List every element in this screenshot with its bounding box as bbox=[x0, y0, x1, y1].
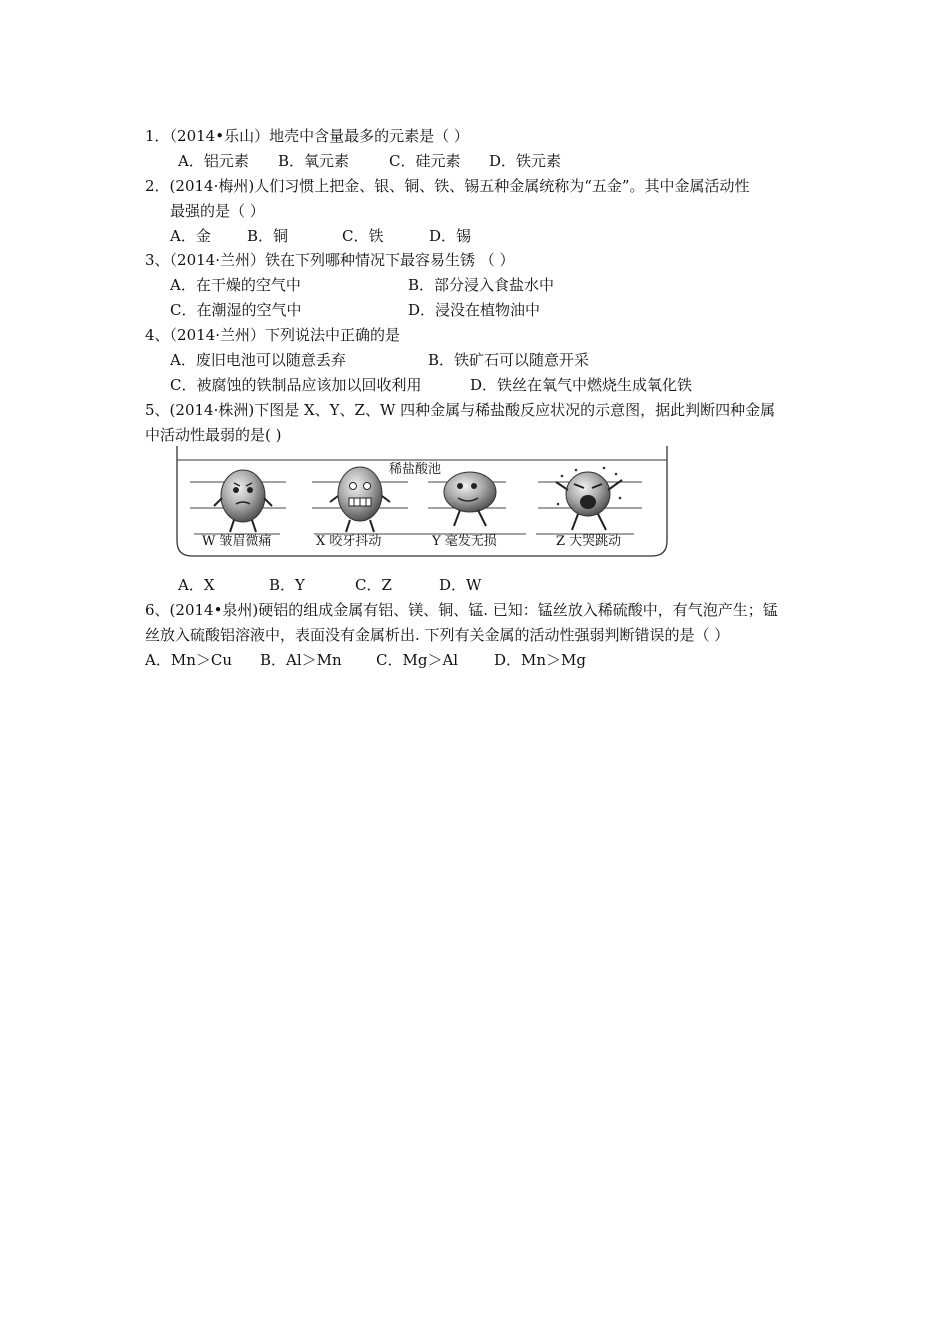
label-y: Y 毫发无损 bbox=[432, 534, 497, 549]
q4-option-c: C．被腐蚀的铁制品应该加以回收利用 bbox=[170, 376, 422, 394]
q2-option-c: C．铁 bbox=[342, 227, 384, 245]
acid-pool-figure bbox=[176, 446, 668, 558]
q4-options-row2 bbox=[170, 375, 692, 395]
metal-w-character bbox=[190, 470, 286, 534]
q6-option-b: B．Al＞Mn bbox=[260, 651, 342, 669]
q4-options-row1 bbox=[170, 350, 589, 370]
label-w: W 皱眉微痛 bbox=[202, 534, 272, 549]
q3-option-b: B．部分浸入食盐水中 bbox=[408, 276, 555, 294]
q3-options-row2 bbox=[170, 300, 540, 320]
q6-option-c: C．Mg＞Al bbox=[376, 651, 459, 669]
q2-stem-line2: 最强的是（ ） bbox=[170, 202, 265, 220]
q2-option-a: A．金 bbox=[170, 227, 211, 245]
q1-option-a: A．铝元素 bbox=[178, 152, 249, 170]
q1-option-c: C．硅元素 bbox=[389, 152, 461, 170]
pool-label: 稀盐酸池 bbox=[389, 462, 442, 477]
q1-option-b: B．氧元素 bbox=[278, 152, 350, 170]
metal-x-character bbox=[312, 467, 408, 534]
q1-options bbox=[178, 151, 561, 171]
q6-stem-line1: 6、(2014•泉州)硬铝的组成金属有铝、镁、铜、锰. 已知：锰丝放入稀硫酸中，有气泡产生；锰 bbox=[145, 601, 778, 619]
label-z: Z 大哭跳动 bbox=[556, 534, 622, 549]
q5-stem-line2: 中活动性最弱的是( ) bbox=[145, 426, 282, 444]
q4-option-d: D．铁丝在氧气中燃烧生成氧化铁 bbox=[470, 376, 693, 394]
q5-options bbox=[178, 575, 481, 595]
q2-options bbox=[170, 226, 471, 246]
metal-z-character bbox=[536, 467, 642, 534]
q4-option-b: B．铁矿石可以随意开采 bbox=[428, 351, 590, 369]
q3-stem: 3、（2014·兰州）铁在下列哪种情况下最容易生锈 （ ） bbox=[145, 251, 515, 269]
q2-option-b: B．铜 bbox=[247, 227, 289, 245]
q3-option-d: D．浸没在植物油中 bbox=[408, 301, 541, 319]
q1-option-d: D．铁元素 bbox=[489, 152, 562, 170]
q6-option-d: D．Mn＞Mg bbox=[494, 651, 587, 669]
q5-stem-line1: 5、(2014·株洲)下图是 X、Y、Z、W 四种金属与稀盐酸反应状况的示意图，据此判断四种金属 bbox=[145, 401, 776, 419]
q4-option-a: A．废旧电池可以随意丢弃 bbox=[170, 351, 346, 369]
q6-options bbox=[145, 650, 586, 670]
q6-option-a: A．Mn＞Cu bbox=[145, 651, 232, 669]
label-x: X 咬牙抖动 bbox=[316, 534, 382, 549]
q5-option-c: C．Z bbox=[355, 576, 392, 594]
q3-option-c: C．在潮湿的空气中 bbox=[170, 301, 302, 319]
q5-option-a: A．X bbox=[178, 576, 215, 594]
q4-stem: 4、（2014·兰州）下列说法中正确的是 bbox=[145, 326, 400, 344]
q5-option-d: D．W bbox=[439, 576, 482, 594]
q3-option-a: A．在干燥的空气中 bbox=[170, 276, 301, 294]
q5-option-b: B．Y bbox=[269, 576, 305, 594]
q2-stem-line1: 2．(2014·梅州)人们习惯上把金、银、铜、铁、锡五种金属统称为“五金”。其中金属活动性 bbox=[145, 177, 750, 195]
q3-options-row1 bbox=[170, 275, 554, 295]
q2-option-d: D．锡 bbox=[429, 227, 472, 245]
q6-stem-line2: 丝放入硫酸铝溶液中，表面没有金属析出. 下列有关金属的活动性强弱判断错误的是（ ） bbox=[145, 626, 730, 644]
q1-stem: 1．（2014•乐山）地壳中含量最多的元素是（ ） bbox=[145, 127, 469, 145]
metal-y-character bbox=[398, 472, 526, 534]
